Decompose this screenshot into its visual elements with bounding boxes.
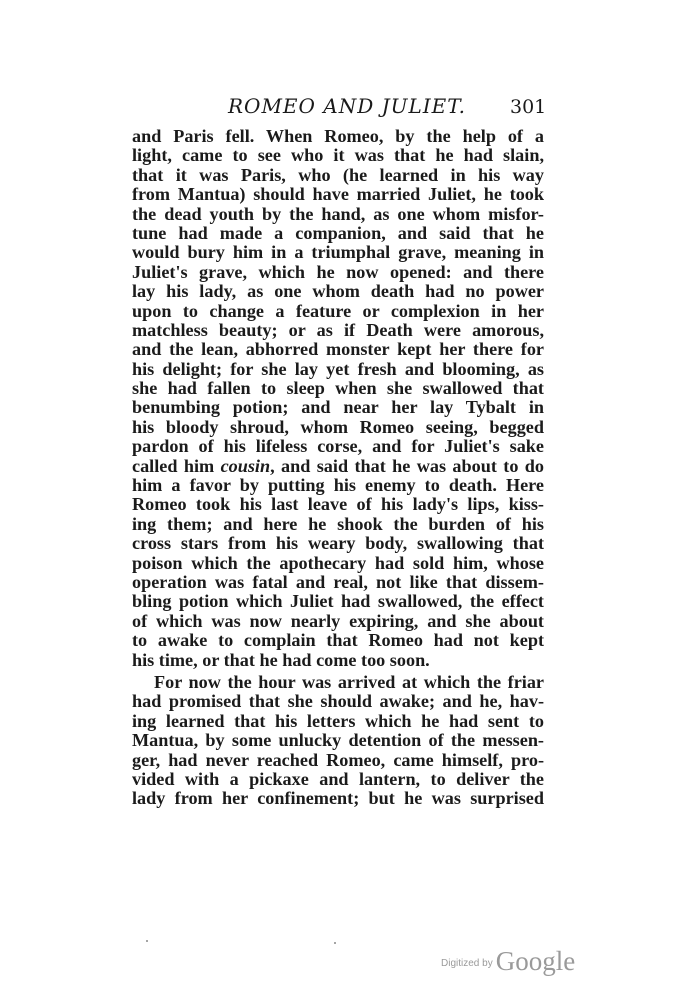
text-line: of which was now nearly expiring, and she about [132, 610, 544, 631]
text-line: poison which the apothecary had sold him, whose [132, 552, 544, 573]
text-line: had promised that she should awake; and he, hav- [132, 691, 544, 712]
text-line: his bloody shroud, whom Romeo seeing, begged [132, 416, 544, 437]
text-line: the dead youth by the hand, as one whom misfor- [132, 203, 544, 224]
text-line: light, came to see who it was that he had slain, [132, 145, 544, 166]
text-line: from Mantua) should have married Juliet, he took [132, 184, 544, 205]
text-segment: , and said that he was about to do [270, 455, 545, 476]
text-line: Mantua, by some unlucky detention of the messen- [132, 730, 544, 751]
text-line: and Paris fell. When Romeo, by the help of a [132, 126, 544, 146]
text-line: tune had made a companion, and said that he [132, 222, 544, 243]
paragraph-last-line: his time, or that he had come too soon. [132, 649, 430, 670]
text-line: and the lean, abhorred monster kept her there for [132, 339, 544, 360]
text-line: benumbing potion; and near her lay Tybalt in [132, 397, 544, 418]
text-line: cross stars from his weary body, swallowing that [132, 533, 544, 554]
google-logo: Google [495, 946, 576, 976]
text-line: ger, had never reached Romeo, came himself, pro- [132, 749, 544, 770]
running-head: ROMEO AND JULIET. [228, 94, 467, 118]
text-line: him a favor by putting his enemy to death. Here [132, 475, 544, 496]
page-number: 301 [510, 96, 547, 118]
digitized-watermark [441, 946, 575, 977]
text-line: Romeo took his last leave of his lady's lips, kiss- [132, 494, 544, 515]
italic-word: cousin [220, 455, 271, 476]
text-line: would bury him in a triumphal grave, meaning in [132, 242, 544, 263]
text-line: upon to change a feature or complexion in her [132, 300, 544, 321]
body-text [132, 127, 544, 809]
text-line: ing learned that his letters which he had sent to [132, 710, 544, 731]
text-segment: called him [132, 455, 215, 476]
text-line: matchless beauty; or as if Death were amorous, [132, 319, 544, 340]
text-line: that it was Paris, who (he learned in his way [132, 164, 544, 185]
text-line: operation was fatal and real, not like that dissem- [132, 571, 544, 592]
text-line: ing them; and here he shook the burden of his [132, 513, 544, 534]
digitized-label: Digitized by [441, 958, 493, 969]
text-line: bling potion which Juliet had swallowed, the effect [132, 591, 544, 612]
text-line: lady from her confinement; but he was surprised [132, 788, 544, 809]
text-line: his delight; for she lay yet fresh and blooming, as [132, 358, 544, 379]
text-line: vided with a pickaxe and lantern, to deliver the [132, 768, 544, 789]
scan-speck [334, 942, 336, 944]
text-line: to awake to complain that Romeo had not kept [132, 630, 544, 651]
text-line: pardon of his lifeless corse, and for Juliet's sake [132, 436, 544, 457]
text-line-with-italic [132, 457, 544, 476]
scan-speck [146, 940, 148, 942]
text-line: Juliet's grave, which he now opened: and there [132, 261, 544, 282]
paragraph-first-line: For now the hour was arrived at which the friar [154, 671, 544, 692]
text-line: she had fallen to sleep when she swallowed that [132, 378, 544, 399]
text-line: lay his lady, as one whom death had no power [132, 281, 544, 302]
